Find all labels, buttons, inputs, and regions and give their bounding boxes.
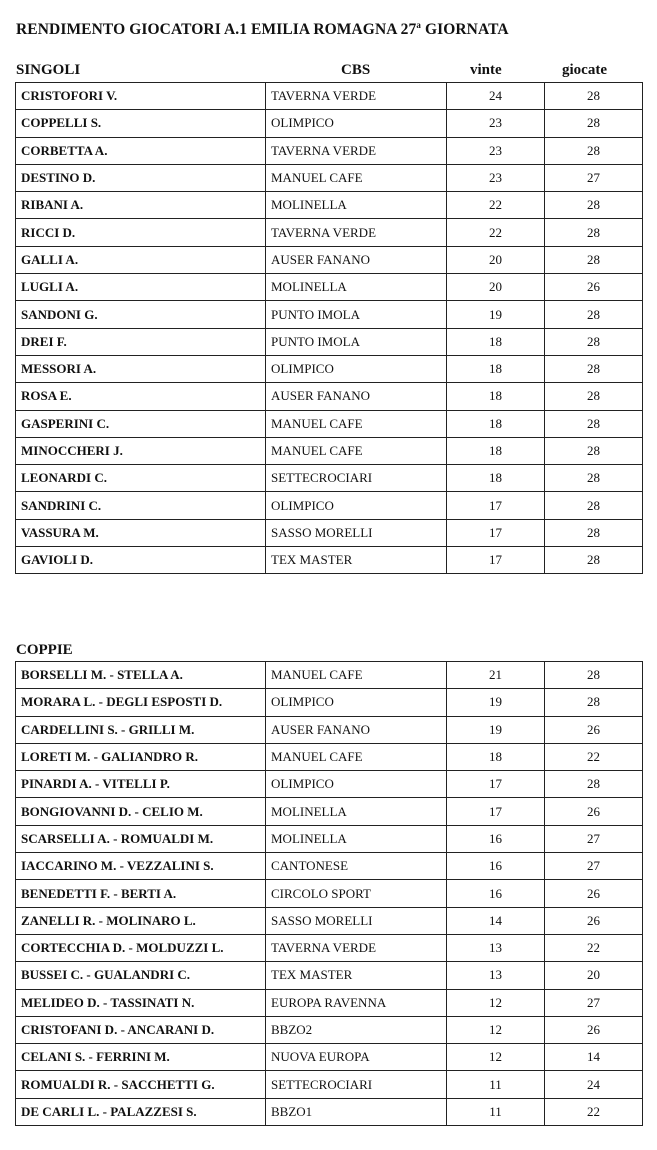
vinte-cell: 18 — [447, 355, 545, 382]
player-name-cell: COPPELLI S. — [16, 110, 266, 137]
club-cell: TEX MASTER — [266, 547, 447, 574]
club-cell: SETTECROCIARI — [266, 465, 447, 492]
club-cell: MOLINELLA — [266, 192, 447, 219]
giocate-cell: 28 — [545, 410, 643, 437]
table-row — [16, 547, 643, 574]
vinte-cell: 22 — [447, 219, 545, 246]
vinte-cell: 13 — [447, 934, 545, 961]
table-row — [16, 274, 643, 301]
title-suffix: GIORNATA — [420, 21, 509, 38]
vinte-cell: 16 — [447, 825, 545, 852]
giocate-cell: 14 — [545, 1044, 643, 1071]
player-name-cell: MELIDEO D. - TASSINATI N. — [16, 989, 266, 1016]
table-row — [16, 137, 643, 164]
player-name-cell: CORBETTA A. — [16, 137, 266, 164]
coppie-header — [15, 642, 642, 660]
player-name-cell: BENEDETTI F. - BERTI A. — [16, 880, 266, 907]
vinte-cell: 12 — [447, 1044, 545, 1071]
table-row — [16, 519, 643, 546]
player-name-cell: CRISTOFANI D. - ANCARANI D. — [16, 1016, 266, 1043]
player-name-cell: RICCI D. — [16, 219, 266, 246]
giocate-cell: 28 — [545, 301, 643, 328]
club-cell: MANUEL CAFE — [266, 164, 447, 191]
table-row — [16, 989, 643, 1016]
club-cell: OLIMPICO — [266, 771, 447, 798]
table-row — [16, 1044, 643, 1071]
club-cell: AUSER FANANO — [266, 716, 447, 743]
table-row — [16, 246, 643, 273]
table-row — [16, 110, 643, 137]
table-row — [16, 219, 643, 246]
player-name-cell: ZANELLI R. - MOLINARO L. — [16, 907, 266, 934]
table-row — [16, 853, 643, 880]
table-row — [16, 743, 643, 770]
player-name-cell: PINARDI A. - VITELLI P. — [16, 771, 266, 798]
player-name-cell: GASPERINI C. — [16, 410, 266, 437]
vinte-cell: 24 — [447, 83, 545, 110]
vinte-cell: 18 — [447, 743, 545, 770]
giocate-column-header: giocate — [562, 62, 607, 78]
giocate-cell: 28 — [545, 465, 643, 492]
giocate-cell: 28 — [545, 246, 643, 273]
player-name-cell: LORETI M. - GALIANDRO R. — [16, 743, 266, 770]
club-cell: SASSO MORELLI — [266, 907, 447, 934]
vinte-cell: 19 — [447, 716, 545, 743]
giocate-cell: 28 — [545, 328, 643, 355]
table-row — [16, 164, 643, 191]
player-name-cell: GAVIOLI D. — [16, 547, 266, 574]
table-row — [16, 825, 643, 852]
table-row — [16, 771, 643, 798]
club-cell: EUROPA RAVENNA — [266, 989, 447, 1016]
player-name-cell: BONGIOVANNI D. - CELIO M. — [16, 798, 266, 825]
table-row — [16, 1098, 643, 1125]
table-row — [16, 962, 643, 989]
giocate-cell: 27 — [545, 989, 643, 1016]
giocate-cell: 26 — [545, 798, 643, 825]
vinte-cell: 11 — [447, 1098, 545, 1125]
table-row — [16, 355, 643, 382]
player-name-cell: CORTECCHIA D. - MOLDUZZI L. — [16, 934, 266, 961]
player-name-cell: RIBANI A. — [16, 192, 266, 219]
vinte-cell: 18 — [447, 328, 545, 355]
player-name-cell: ROSA E. — [16, 383, 266, 410]
club-cell: OLIMPICO — [266, 110, 447, 137]
table-row — [16, 1016, 643, 1043]
cbs-column-header: CBS — [341, 62, 371, 78]
player-name-cell: VASSURA M. — [16, 519, 266, 546]
club-cell: AUSER FANANO — [266, 246, 447, 273]
giocate-cell: 22 — [545, 743, 643, 770]
player-name-cell: DE CARLI L. - PALAZZESI S. — [16, 1098, 266, 1125]
coppie-section-label: COPPIE — [16, 642, 73, 658]
table-row — [16, 1071, 643, 1098]
coppie-table — [15, 661, 643, 1126]
vinte-cell: 17 — [447, 798, 545, 825]
giocate-cell: 20 — [545, 962, 643, 989]
giocate-cell: 28 — [545, 219, 643, 246]
singoli-header — [15, 62, 642, 80]
club-cell: OLIMPICO — [266, 355, 447, 382]
giocate-cell: 28 — [545, 662, 643, 689]
giocate-cell: 28 — [545, 689, 643, 716]
giocate-cell: 26 — [545, 880, 643, 907]
singoli-table — [15, 82, 643, 574]
vinte-cell: 17 — [447, 771, 545, 798]
club-cell: TAVERNA VERDE — [266, 219, 447, 246]
vinte-cell: 18 — [447, 410, 545, 437]
table-row — [16, 383, 643, 410]
club-cell: MOLINELLA — [266, 825, 447, 852]
vinte-cell: 19 — [447, 689, 545, 716]
vinte-cell: 16 — [447, 880, 545, 907]
player-name-cell: DREI F. — [16, 328, 266, 355]
player-name-cell: CELANI S. - FERRINI M. — [16, 1044, 266, 1071]
club-cell: TEX MASTER — [266, 962, 447, 989]
table-row — [16, 662, 643, 689]
table-row — [16, 907, 643, 934]
vinte-cell: 20 — [447, 246, 545, 273]
club-cell: BBZO1 — [266, 1098, 447, 1125]
player-name-cell: CARDELLINI S. - GRILLI M. — [16, 716, 266, 743]
vinte-cell: 11 — [447, 1071, 545, 1098]
player-name-cell: GALLI A. — [16, 246, 266, 273]
player-name-cell: MORARA L. - DEGLI ESPOSTI D. — [16, 689, 266, 716]
vinte-cell: 20 — [447, 274, 545, 301]
giocate-cell: 27 — [545, 853, 643, 880]
club-cell: CIRCOLO SPORT — [266, 880, 447, 907]
club-cell: TAVERNA VERDE — [266, 934, 447, 961]
table-row — [16, 192, 643, 219]
vinte-cell: 18 — [447, 465, 545, 492]
player-name-cell: SCARSELLI A. - ROMUALDI M. — [16, 825, 266, 852]
table-row — [16, 328, 643, 355]
singoli-section-label: SINGOLI — [16, 62, 81, 78]
club-cell: TAVERNA VERDE — [266, 83, 447, 110]
table-row — [16, 934, 643, 961]
club-cell: MOLINELLA — [266, 798, 447, 825]
player-name-cell: MINOCCHERI J. — [16, 437, 266, 464]
club-cell: MANUEL CAFE — [266, 743, 447, 770]
club-cell: NUOVA EUROPA — [266, 1044, 447, 1071]
giocate-cell: 26 — [545, 1016, 643, 1043]
vinte-cell: 18 — [447, 383, 545, 410]
giocate-cell: 28 — [545, 492, 643, 519]
giocate-cell: 24 — [545, 1071, 643, 1098]
vinte-cell: 17 — [447, 492, 545, 519]
giocate-cell: 27 — [545, 164, 643, 191]
player-name-cell: LUGLI A. — [16, 274, 266, 301]
club-cell: BBZO2 — [266, 1016, 447, 1043]
player-name-cell: MESSORI A. — [16, 355, 266, 382]
vinte-cell: 18 — [447, 437, 545, 464]
table-row — [16, 716, 643, 743]
vinte-cell: 12 — [447, 989, 545, 1016]
giocate-cell: 22 — [545, 1098, 643, 1125]
giocate-cell: 28 — [545, 547, 643, 574]
player-name-cell: SANDRINI C. — [16, 492, 266, 519]
giocate-cell: 26 — [545, 274, 643, 301]
player-name-cell: CRISTOFORI V. — [16, 83, 266, 110]
club-cell: MANUEL CAFE — [266, 437, 447, 464]
vinte-cell: 12 — [447, 1016, 545, 1043]
club-cell: MANUEL CAFE — [266, 662, 447, 689]
vinte-cell: 19 — [447, 301, 545, 328]
player-name-cell: BORSELLI M. - STELLA A. — [16, 662, 266, 689]
player-name-cell: LEONARDI C. — [16, 465, 266, 492]
table-row — [16, 437, 643, 464]
table-row — [16, 492, 643, 519]
club-cell: TAVERNA VERDE — [266, 137, 447, 164]
club-cell: MOLINELLA — [266, 274, 447, 301]
giocate-cell: 28 — [545, 771, 643, 798]
table-row — [16, 465, 643, 492]
table-row — [16, 880, 643, 907]
vinte-column-header: vinte — [470, 62, 502, 78]
table-row — [16, 798, 643, 825]
title-ordinal: a — [416, 20, 421, 30]
giocate-cell: 28 — [545, 192, 643, 219]
vinte-cell: 23 — [447, 137, 545, 164]
club-cell: PUNTO IMOLA — [266, 328, 447, 355]
player-name-cell: IACCARINO M. - VEZZALINI S. — [16, 853, 266, 880]
table-row — [16, 410, 643, 437]
vinte-cell: 22 — [447, 192, 545, 219]
giocate-cell: 28 — [545, 437, 643, 464]
table-row — [16, 83, 643, 110]
table-row — [16, 301, 643, 328]
player-name-cell: DESTINO D. — [16, 164, 266, 191]
giocate-cell: 28 — [545, 137, 643, 164]
vinte-cell: 17 — [447, 547, 545, 574]
giocate-cell: 26 — [545, 716, 643, 743]
giocate-cell: 26 — [545, 907, 643, 934]
player-name-cell: ROMUALDI R. - SACCHETTI G. — [16, 1071, 266, 1098]
giocate-cell: 28 — [545, 110, 643, 137]
giocate-cell: 22 — [545, 934, 643, 961]
club-cell: MANUEL CAFE — [266, 410, 447, 437]
club-cell: PUNTO IMOLA — [266, 301, 447, 328]
player-name-cell: SANDONI G. — [16, 301, 266, 328]
giocate-cell: 28 — [545, 83, 643, 110]
club-cell: SASSO MORELLI — [266, 519, 447, 546]
giocate-cell: 28 — [545, 519, 643, 546]
club-cell: OLIMPICO — [266, 689, 447, 716]
page-title — [16, 20, 509, 39]
giocate-cell: 27 — [545, 825, 643, 852]
giocate-cell: 28 — [545, 383, 643, 410]
club-cell: SETTECROCIARI — [266, 1071, 447, 1098]
vinte-cell: 13 — [447, 962, 545, 989]
table-row — [16, 689, 643, 716]
vinte-cell: 17 — [447, 519, 545, 546]
vinte-cell: 23 — [447, 110, 545, 137]
vinte-cell: 14 — [447, 907, 545, 934]
vinte-cell: 16 — [447, 853, 545, 880]
club-cell: OLIMPICO — [266, 492, 447, 519]
title-text: RENDIMENTO GIOCATORI A.1 EMILIA ROMAGNA 27 — [16, 21, 417, 38]
vinte-cell: 23 — [447, 164, 545, 191]
player-name-cell: BUSSEI C. - GUALANDRI C. — [16, 962, 266, 989]
giocate-cell: 28 — [545, 355, 643, 382]
club-cell: CANTONESE — [266, 853, 447, 880]
vinte-cell: 21 — [447, 662, 545, 689]
club-cell: AUSER FANANO — [266, 383, 447, 410]
